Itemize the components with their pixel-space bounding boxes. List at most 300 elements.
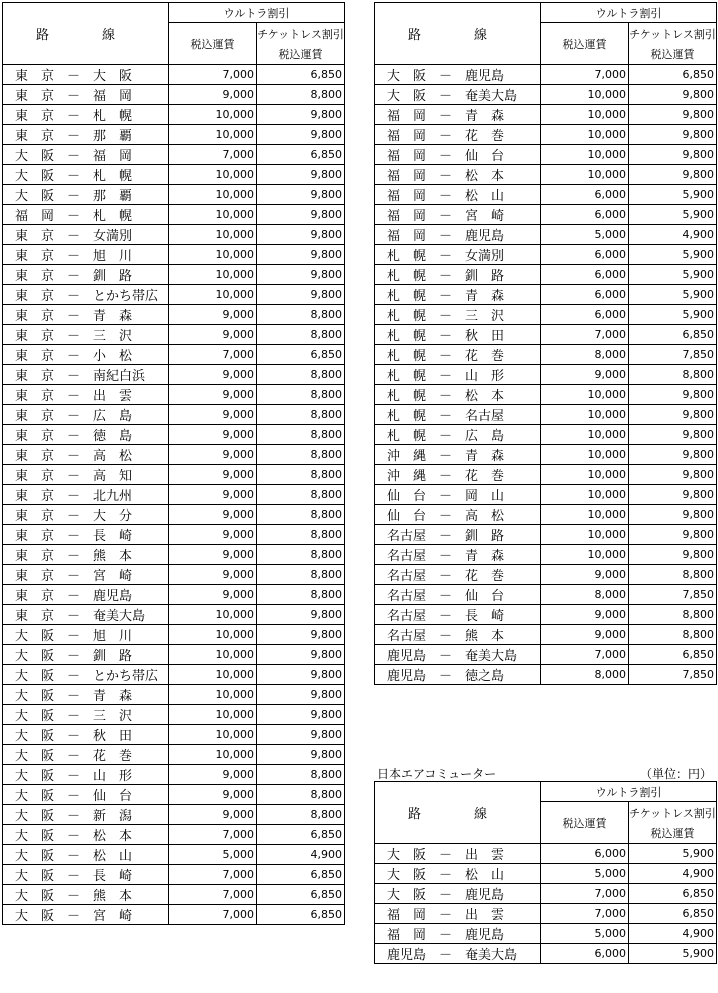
fare-row [3,65,345,85]
ultra-fare-cell: 7,000 [169,145,257,165]
ultra-fare-cell: 9,000 [169,805,257,825]
route-cell: 大 阪 － 鹿児島 [375,884,541,904]
ticketless-fare-cell: 9,800 [257,685,345,705]
fare-row [3,125,345,145]
ticketless-fare-cell: 8,800 [629,605,717,625]
route-cell: 東 京 － 南紀白浜 [3,365,169,385]
route-cell: 仙 台 － 岡 山 [375,485,541,505]
route-header: 路 線 [375,3,541,65]
ultra-fare-cell: 7,000 [541,65,629,85]
ticketless-fare-cell: 8,800 [257,765,345,785]
ultra-fare-cell: 9,000 [169,425,257,445]
fare-row [3,705,345,725]
ticketless-header: チケットレス割引 [257,23,345,45]
ultra-fare-cell: 9,000 [169,325,257,345]
ultra-fare-cell: 10,000 [169,685,257,705]
fare-row [375,665,717,685]
route-header: 路 線 [3,3,169,65]
fare-row [3,305,345,325]
fare-row [375,85,717,105]
ultra-fare-cell: 10,000 [169,185,257,205]
fare-row [3,445,345,465]
fare-row [375,265,717,285]
ultra-fare-cell: 10,000 [169,265,257,285]
ticketless-fare-cell: 9,800 [629,145,717,165]
ultra-fare-cell: 9,000 [169,465,257,485]
fare-row [3,145,345,165]
ultra-fare-cell: 9,000 [169,505,257,525]
ticketless-fare-cell: 6,850 [257,145,345,165]
route-cell: 大 阪 － 熊 本 [3,885,169,905]
ultra-fare-cell: 5,000 [541,864,629,884]
ticketless-fare-cell: 6,850 [257,865,345,885]
route-cell: 東 京 － 高 松 [3,445,169,465]
ticketless-fare-cell: 9,800 [257,205,345,225]
ticketless-fare-cell: 6,850 [257,905,345,925]
ticketless-fare-cell: 9,800 [257,265,345,285]
ultra-fare-cell: 9,000 [169,445,257,465]
ultra-fare-cell: 10,000 [541,465,629,485]
route-cell: 福 岡 － 松 本 [375,165,541,185]
fare-row [3,525,345,545]
fare-row [375,285,717,305]
fare-row [3,805,345,825]
route-cell: 大 阪 － とかち帯広 [3,665,169,685]
ticketless-taxin-header: 税込運賃 [257,45,345,65]
fare-row [3,685,345,705]
ticketless-fare-cell: 4,900 [629,864,717,884]
ticketless-fare-cell: 9,800 [257,725,345,745]
taxin-fare-header: 税込運賃 [541,802,629,844]
fare-row [3,785,345,805]
ticketless-fare-cell: 8,800 [257,485,345,505]
ticketless-fare-cell: 9,800 [629,165,717,185]
route-cell: 大 阪 － 青 森 [3,685,169,705]
ticketless-fare-cell: 6,850 [629,65,717,85]
ultra-fare-cell: 10,000 [169,225,257,245]
ticketless-fare-cell: 9,800 [257,185,345,205]
route-cell: 大 阪 － 宮 崎 [3,905,169,925]
fare-row [375,185,717,205]
ticketless-fare-cell: 8,800 [257,785,345,805]
ultra-fare-cell: 9,000 [169,305,257,325]
fare-row [375,884,717,904]
fare-row [3,745,345,765]
ultra-fare-cell: 10,000 [169,645,257,665]
ticketless-header: チケットレス割引 [629,802,717,824]
fare-row [375,425,717,445]
ultra-fare-cell: 9,000 [541,565,629,585]
route-cell: 福 岡 － 青 森 [375,105,541,125]
ticketless-fare-cell: 6,850 [257,885,345,905]
ultra-fare-cell: 9,000 [169,85,257,105]
route-cell: 大 阪 － 福 岡 [3,145,169,165]
ticketless-fare-cell: 8,800 [257,85,345,105]
fare-row [3,385,345,405]
fare-row [3,905,345,925]
ticketless-fare-cell: 6,850 [629,645,717,665]
ticketless-fare-cell: 8,800 [257,545,345,565]
route-cell: 東 京 － 奄美大島 [3,605,169,625]
unit-label: （単位：円） [640,767,713,781]
ticketless-fare-cell: 8,800 [257,565,345,585]
fare-row [3,485,345,505]
ultra-fare-cell: 7,000 [169,905,257,925]
ultra-fare-cell: 7,000 [169,885,257,905]
route-cell: 東 京 － 大 阪 [3,65,169,85]
ultra-fare-cell: 6,000 [541,944,629,964]
route-cell: 東 京 － 熊 本 [3,545,169,565]
route-cell: 大 阪 － 花 巻 [3,745,169,765]
ticketless-fare-cell: 5,900 [629,265,717,285]
route-cell: 東 京 － 宮 崎 [3,565,169,585]
fare-row [3,725,345,745]
route-cell: 大 阪 － 松 山 [375,864,541,884]
route-cell: 東 京 － 小 松 [3,345,169,365]
route-cell: 大 阪 － 鹿児島 [375,65,541,85]
ticketless-fare-cell: 8,800 [629,625,717,645]
ultra-fare-cell: 7,000 [169,865,257,885]
fare-row [375,625,717,645]
fare-row [375,165,717,185]
ticketless-fare-cell: 9,800 [257,285,345,305]
ultra-fare-cell: 9,000 [169,525,257,545]
ticketless-fare-cell: 9,800 [629,545,717,565]
ultra-fare-cell: 10,000 [541,445,629,465]
route-cell: 大 阪 － 松 山 [3,845,169,865]
fare-row [375,485,717,505]
ultra-fare-cell: 5,000 [541,225,629,245]
route-cell: 名古屋 － 仙 台 [375,585,541,605]
ticketless-fare-cell: 9,800 [629,385,717,405]
ultra-fare-cell: 6,000 [541,265,629,285]
ultra-fare-cell: 10,000 [541,85,629,105]
ticketless-taxin-header: 税込運賃 [629,824,717,844]
ticketless-fare-cell: 4,900 [629,225,717,245]
route-cell: 東 京 － 釧 路 [3,265,169,285]
route-cell: 東 京 － 長 崎 [3,525,169,545]
ultra-fare-cell: 6,000 [541,205,629,225]
ticketless-fare-cell: 8,800 [257,445,345,465]
fare-row [3,545,345,565]
ultra-fare-cell: 10,000 [541,405,629,425]
ticketless-fare-cell: 5,900 [629,844,717,864]
fare-row [375,385,717,405]
fare-row [3,605,345,625]
ticketless-fare-cell: 8,800 [257,505,345,525]
ultra-fare-cell: 10,000 [541,545,629,565]
route-cell: 東 京 － 大 分 [3,505,169,525]
route-cell: 福 岡 － 鹿児島 [375,225,541,245]
ultra-fare-cell: 10,000 [169,285,257,305]
ticketless-fare-cell: 9,800 [629,465,717,485]
route-cell: 札 幌 － 松 本 [375,385,541,405]
ultra-fare-cell: 7,000 [541,884,629,904]
route-cell: 札 幌 － 名古屋 [375,405,541,425]
ultra-fare-cell: 7,000 [169,65,257,85]
route-cell: 大 阪 － 仙 台 [3,785,169,805]
route-cell: 東 京 － とかち帯広 [3,285,169,305]
route-cell: 東 京 － 女満別 [3,225,169,245]
ultra-fare-cell: 9,000 [169,485,257,505]
route-cell: 東 京 － 福 岡 [3,85,169,105]
route-cell: 大 阪 － 奄美大島 [375,85,541,105]
ticketless-fare-cell: 9,800 [629,485,717,505]
ultra-discount-header: ウルトラ割引 [169,3,345,23]
fare-row [3,505,345,525]
ultra-discount-header: ウルトラ割引 [541,782,717,802]
route-cell: 札 幌 － 三 沢 [375,305,541,325]
ultra-fare-cell: 6,000 [541,305,629,325]
ultra-fare-cell: 10,000 [169,605,257,625]
route-cell: 大 阪 － 秋 田 [3,725,169,745]
ticketless-fare-cell: 9,800 [257,245,345,265]
route-cell: 名古屋 － 熊 本 [375,625,541,645]
ticketless-taxin-header: 税込運賃 [629,45,717,65]
ultra-fare-cell: 9,000 [169,565,257,585]
route-cell: 大 阪 － 旭 川 [3,625,169,645]
fare-row [375,525,717,545]
fare-row [3,885,345,905]
ultra-fare-cell: 9,000 [169,765,257,785]
fare-row [3,865,345,885]
fare-row [3,845,345,865]
fare-row [375,145,717,165]
fare-row [3,465,345,485]
ultra-fare-cell: 10,000 [541,165,629,185]
ultra-fare-cell: 10,000 [169,665,257,685]
ticketless-fare-cell: 9,800 [257,225,345,245]
ticketless-fare-cell: 7,850 [629,585,717,605]
ticketless-fare-cell: 7,850 [629,345,717,365]
fare-row [3,405,345,425]
fare-table-right [374,2,717,685]
ultra-fare-cell: 10,000 [541,385,629,405]
fare-row [375,405,717,425]
route-cell: 大 阪 － 那 覇 [3,185,169,205]
ultra-fare-cell: 7,000 [169,825,257,845]
ultra-fare-cell: 10,000 [169,245,257,265]
ticketless-fare-cell: 9,800 [629,85,717,105]
ticketless-fare-cell: 9,800 [629,405,717,425]
route-cell: 大 阪 － 出 雲 [375,844,541,864]
route-cell: 大 阪 － 山 形 [3,765,169,785]
ticketless-fare-cell: 8,800 [257,465,345,485]
fare-row [375,505,717,525]
ultra-fare-cell: 9,000 [169,545,257,565]
ultra-fare-cell: 9,000 [169,365,257,385]
ultra-fare-cell: 10,000 [169,165,257,185]
ultra-fare-cell: 9,000 [541,365,629,385]
ticketless-fare-cell: 8,800 [629,565,717,585]
fare-row [375,105,717,125]
fare-row [375,645,717,665]
route-cell: 大 阪 － 新 潟 [3,805,169,825]
ticketless-fare-cell: 4,900 [629,924,717,944]
route-cell: 福 岡 － 花 巻 [375,125,541,145]
route-cell: 大 阪 － 三 沢 [3,705,169,725]
route-cell: 名古屋 － 青 森 [375,545,541,565]
fare-row [3,325,345,345]
ultra-fare-cell: 6,000 [541,185,629,205]
ultra-fare-cell: 10,000 [169,705,257,725]
taxin-fare-header: 税込運賃 [169,23,257,65]
ticketless-fare-cell: 5,900 [629,185,717,205]
ticketless-fare-cell: 5,900 [629,285,717,305]
fare-row [3,245,345,265]
ultra-fare-cell: 10,000 [169,745,257,765]
fare-row [375,205,717,225]
route-cell: 札 幌 － 青 森 [375,285,541,305]
route-cell: 札 幌 － 女満別 [375,245,541,265]
route-cell: 名古屋 － 釧 路 [375,525,541,545]
ultra-fare-cell: 7,000 [169,345,257,365]
ultra-fare-cell: 9,000 [541,605,629,625]
ticketless-fare-cell: 8,800 [257,805,345,825]
commuter-title: 日本エアコミューター [377,767,497,781]
ticketless-fare-cell: 9,800 [629,525,717,545]
fare-row [3,265,345,285]
ticketless-fare-cell: 9,800 [629,125,717,145]
fare-row [375,924,717,944]
ultra-fare-cell: 6,000 [541,245,629,265]
route-cell: 札 幌 － 花 巻 [375,345,541,365]
route-cell: 福 岡 － 鹿児島 [375,924,541,944]
ticketless-fare-cell: 9,800 [257,125,345,145]
route-cell: 東 京 － 旭 川 [3,245,169,265]
fare-row [375,225,717,245]
ticketless-fare-cell: 9,800 [629,505,717,525]
route-cell: 札 幌 － 山 形 [375,365,541,385]
route-cell: 東 京 － 高 知 [3,465,169,485]
fare-row [375,125,717,145]
fare-row [3,285,345,305]
ticketless-fare-cell: 8,800 [257,365,345,385]
route-cell: 福 岡 － 宮 崎 [375,205,541,225]
ticketless-fare-cell: 9,800 [257,105,345,125]
ultra-fare-cell: 5,000 [541,924,629,944]
fare-row [3,165,345,185]
ultra-discount-header: ウルトラ割引 [541,3,717,23]
ticketless-fare-cell: 8,800 [257,425,345,445]
ultra-fare-cell: 10,000 [541,425,629,445]
fare-row [3,645,345,665]
ticketless-fare-cell: 9,800 [257,625,345,645]
ultra-fare-cell: 10,000 [541,125,629,145]
route-cell: 東 京 － 青 森 [3,305,169,325]
route-cell: 札 幌 － 秋 田 [375,325,541,345]
fare-row [375,844,717,864]
ticketless-fare-cell: 5,900 [629,245,717,265]
ultra-fare-cell: 9,000 [169,785,257,805]
fare-row [375,365,717,385]
ticketless-fare-cell: 9,800 [629,425,717,445]
route-cell: 東 京 － 広 島 [3,405,169,425]
ultra-fare-cell: 9,000 [169,385,257,405]
route-cell: 鹿児島 － 奄美大島 [375,645,541,665]
fare-row [375,345,717,365]
route-header: 路 線 [375,782,541,844]
route-cell: 東 京 － 鹿児島 [3,585,169,605]
fare-row [3,345,345,365]
fare-row [375,585,717,605]
fare-row [3,825,345,845]
fare-table-left [2,2,345,925]
ticketless-fare-cell: 9,800 [257,605,345,625]
route-cell: 大 阪 － 釧 路 [3,645,169,665]
ultra-fare-cell: 8,000 [541,665,629,685]
fare-row [375,465,717,485]
ultra-fare-cell: 10,000 [541,485,629,505]
ultra-fare-cell: 10,000 [169,725,257,745]
fare-row [3,665,345,685]
fare-row [375,305,717,325]
ticketless-fare-cell: 9,800 [257,645,345,665]
fare-row [3,105,345,125]
fare-row [3,585,345,605]
fare-row [375,944,717,964]
ticketless-fare-cell: 9,800 [629,105,717,125]
ticketless-fare-cell: 8,800 [257,385,345,405]
ticketless-fare-cell: 6,850 [629,884,717,904]
route-cell: 東 京 － 徳 島 [3,425,169,445]
ticketless-fare-cell: 4,900 [257,845,345,865]
fare-row [375,864,717,884]
ultra-fare-cell: 10,000 [541,105,629,125]
ultra-fare-cell: 10,000 [541,525,629,545]
ticketless-fare-cell: 5,900 [629,944,717,964]
ticketless-fare-cell: 9,800 [257,665,345,685]
fare-row [3,225,345,245]
ticketless-fare-cell: 7,850 [629,665,717,685]
ultra-fare-cell: 9,000 [541,625,629,645]
fare-table-commuter [374,781,717,964]
ultra-fare-cell: 7,000 [541,325,629,345]
route-cell: 大 阪 － 札 幌 [3,165,169,185]
ticketless-fare-cell: 5,900 [629,205,717,225]
ultra-fare-cell: 7,000 [541,645,629,665]
taxin-fare-header: 税込運賃 [541,23,629,65]
fare-row [375,904,717,924]
ticketless-fare-cell: 8,800 [257,305,345,325]
ultra-fare-cell: 8,000 [541,345,629,365]
fare-row [3,185,345,205]
fare-row [3,425,345,445]
ticketless-fare-cell: 6,850 [257,345,345,365]
fare-row [3,85,345,105]
ticketless-fare-cell: 6,850 [257,825,345,845]
ultra-fare-cell: 10,000 [169,625,257,645]
ticketless-fare-cell: 8,800 [257,585,345,605]
ultra-fare-cell: 9,000 [169,585,257,605]
ticketless-fare-cell: 9,800 [629,445,717,465]
ultra-fare-cell: 7,000 [541,904,629,924]
fare-row [3,565,345,585]
ticketless-fare-cell: 8,800 [629,365,717,385]
fare-row [375,245,717,265]
route-cell: 名古屋 － 花 巻 [375,565,541,585]
route-cell: 東 京 － 北九州 [3,485,169,505]
route-cell: 福 岡 － 松 山 [375,185,541,205]
fare-row [3,765,345,785]
fare-row [3,205,345,225]
route-cell: 東 京 － 札 幌 [3,105,169,125]
route-cell: 福 岡 － 仙 台 [375,145,541,165]
fare-row [375,65,717,85]
route-cell: 大 阪 － 松 本 [3,825,169,845]
ultra-fare-cell: 9,000 [169,405,257,425]
ticketless-fare-cell: 6,850 [629,325,717,345]
